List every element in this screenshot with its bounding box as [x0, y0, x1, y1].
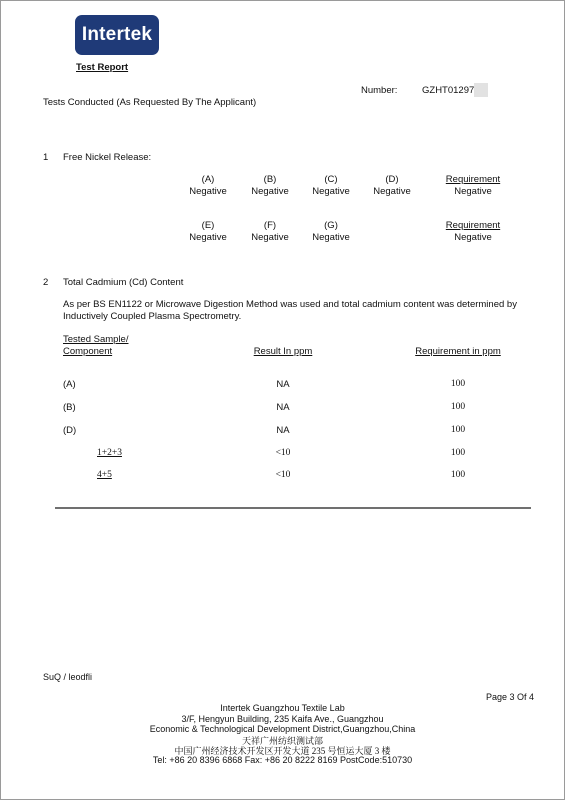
column-header-requirement: Requirement in ppm — [415, 346, 501, 357]
column-header-sample-line1: Tested Sample/ — [63, 334, 129, 345]
initials: SuQ / leodfli — [43, 672, 93, 682]
row-sample: (A) — [63, 379, 76, 390]
section-1-number: 1 — [43, 152, 49, 163]
row-result: NA — [276, 379, 290, 390]
sample-g-label: (G) — [324, 220, 338, 231]
row-sample: (D) — [63, 425, 77, 436]
sample-d-result: Negative — [373, 186, 411, 197]
row-result: <10 — [275, 448, 291, 458]
address-line-1: 3/F, Hengyun Building, 235 Kaifa Ave., Guangzhou — [181, 714, 384, 724]
sample-c-label: (C) — [324, 174, 338, 185]
row-sample: 1+2+3 — [97, 448, 122, 458]
address-chinese: 中国广州经济技术开发区开发大道 235 号恒运大厦 3 楼 — [174, 746, 391, 756]
method-line-1: As per BS EN1122 or Microwave Digestion Method was used and total cadmium content was determined by — [63, 299, 517, 310]
sample-f-result: Negative — [251, 232, 289, 243]
page-indicator: Page 3 Of 4 — [486, 692, 535, 702]
redacted-number-suffix — [474, 83, 488, 97]
logo-text: Intertek — [81, 24, 153, 45]
section-divider — [55, 507, 531, 509]
sample-a-result: Negative — [189, 186, 227, 197]
section-1-title: Free Nickel Release: — [63, 152, 152, 163]
intertek-logo — [75, 15, 159, 55]
sample-g-result: Negative — [312, 232, 350, 243]
row-result: NA — [276, 402, 290, 413]
requirement-value-2: Negative — [454, 232, 492, 243]
row-requirement: 100 — [450, 448, 466, 458]
section-2-title: Total Cadmium (Cd) Content — [63, 277, 184, 288]
contact-line: Tel: +86 20 8396 6868 Fax: +86 20 8222 8169 PostCode:510730 — [152, 755, 413, 765]
row-result: NA — [276, 425, 290, 436]
requirement-value-1: Negative — [454, 186, 492, 197]
number-label: Number: — [361, 85, 398, 96]
method-line-2: Inductively Coupled Plasma Spectrometry. — [63, 311, 242, 322]
row-sample: (B) — [63, 402, 76, 413]
row-result: <10 — [275, 470, 291, 480]
lab-name: Intertek Guangzhou Textile Lab — [220, 703, 345, 713]
sample-a-label: (A) — [201, 174, 215, 185]
sample-e-result: Negative — [189, 232, 227, 243]
sample-f-label: (F) — [263, 220, 277, 231]
row-requirement: 100 — [450, 379, 466, 389]
address-line-2: Economic & Technological Development District,Guangzhou,China — [149, 724, 416, 734]
number-value: GZHT01297 — [422, 85, 475, 96]
sample-d-label: (D) — [385, 174, 399, 185]
row-sample: 4+5 — [97, 470, 112, 480]
sample-b-result: Negative — [251, 186, 289, 197]
row-requirement: 100 — [450, 402, 466, 412]
sample-e-label: (E) — [201, 220, 215, 231]
column-header-sample-line2: Component — [63, 346, 113, 357]
tests-conducted-heading: Tests Conducted (As Requested By The Applicant) — [43, 97, 257, 108]
report-title: Test Report — [76, 62, 129, 73]
sample-b-label: (B) — [263, 174, 277, 185]
row-requirement: 100 — [450, 470, 466, 480]
column-header-result: Result In ppm — [253, 346, 313, 357]
sample-c-result: Negative — [312, 186, 350, 197]
section-2-number: 2 — [43, 277, 49, 288]
requirement-header-2: Requirement — [445, 220, 501, 231]
requirement-header-1: Requirement — [445, 174, 501, 185]
row-requirement: 100 — [450, 425, 466, 435]
lab-name-chinese: 天祥广州纺织测试部 — [241, 736, 323, 746]
